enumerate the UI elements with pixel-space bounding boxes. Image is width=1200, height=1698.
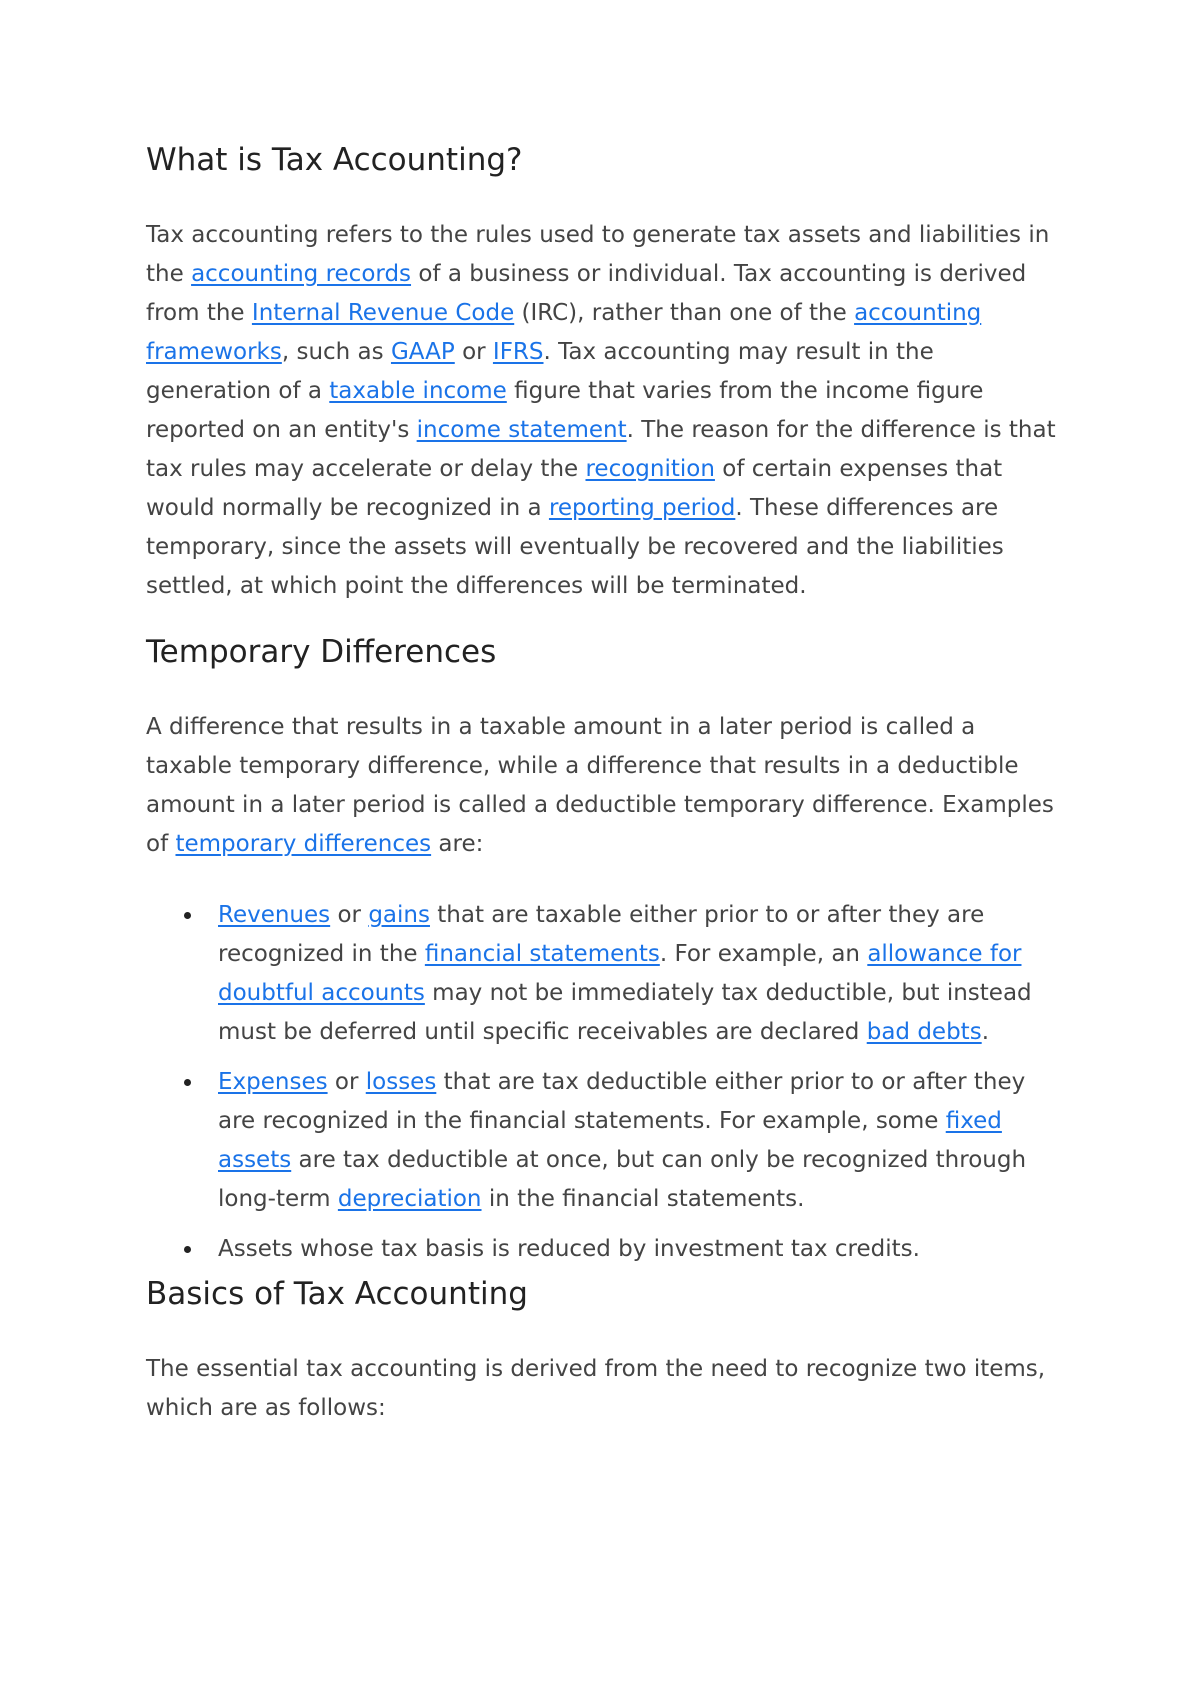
link-revenues[interactable]: Revenues xyxy=(218,902,331,928)
link-depreciation[interactable]: depreciation xyxy=(337,1186,482,1212)
text: may not be immediately tax deductible, but instead must be deferred until specific receivables are declared xyxy=(218,980,1032,1045)
bullet-icon xyxy=(184,1246,191,1253)
text: are: xyxy=(431,831,484,857)
link-gains[interactable]: gains xyxy=(368,902,430,928)
link-bad-debts[interactable]: bad debts xyxy=(866,1019,982,1045)
intro-paragraph xyxy=(146,216,1066,606)
text: or xyxy=(327,1069,366,1095)
text: . For example, an xyxy=(659,941,868,967)
text: in the financial statements. xyxy=(481,1186,805,1212)
link-reporting-period[interactable]: reporting period xyxy=(548,495,736,521)
text: Tax accounting refers to the rules used to generate tax assets and liabilities in the xyxy=(146,222,1050,287)
list-item-revenues xyxy=(218,896,1066,1052)
section-heading-basics-of-tax-accounting: Basics of Tax Accounting xyxy=(146,1276,528,1312)
section-heading-temporary-differences: Temporary Differences xyxy=(146,634,497,670)
text: (IRC), rather than one of the xyxy=(514,300,855,326)
text: . xyxy=(981,1019,989,1045)
examples-list xyxy=(146,896,1066,1269)
list-item-assets xyxy=(218,1230,1066,1269)
link-recognition[interactable]: recognition xyxy=(585,456,715,482)
text: of a business or individual. Tax accounting is derived from the xyxy=(146,261,1027,326)
text: or xyxy=(454,339,493,365)
text: . The reason for the difference is that tax rules may accelerate or delay the xyxy=(146,417,1056,482)
text: figure that varies from the income figure reported on an entity's xyxy=(146,378,984,443)
text: . Tax accounting may result in the generation of a xyxy=(146,339,934,404)
link-internal-revenue-code[interactable]: Internal Revenue Code xyxy=(251,300,515,326)
text: A difference that results in a taxable amount in a later period is called a taxable temporary difference, while a difference that results in a deductible amount in a later period is called a deductible temporary difference. Examples of xyxy=(146,714,1054,857)
text: of certain expenses that would normally be recognized in a xyxy=(146,456,1003,521)
text: Assets whose tax basis is reduced by investment tax credits. xyxy=(218,1236,920,1262)
link-taxable-income[interactable]: taxable income xyxy=(329,378,507,404)
text: that are tax deductible either prior to or after they are recognized in the financial statements. For example, some xyxy=(218,1069,1026,1134)
text: , such as xyxy=(281,339,391,365)
list-item-expenses xyxy=(218,1063,1066,1219)
link-losses[interactable]: losses xyxy=(365,1069,437,1095)
text: are tax deductible at once, but can only be recognized through long-term xyxy=(218,1147,1027,1212)
link-ifrs[interactable]: IFRS xyxy=(492,339,544,365)
text: . These differences are temporary, since the assets will eventually be recovered and the liabilities settled, at which point the differences will be terminated. xyxy=(146,495,1004,599)
link-income-statement[interactable]: income statement xyxy=(416,417,627,443)
link-allowance-for-doubtful-accounts[interactable]: allowance for doubtful accounts xyxy=(218,941,1022,1006)
link-expenses[interactable]: Expenses xyxy=(218,1069,328,1095)
link-financial-statements[interactable]: financial statements xyxy=(424,941,660,967)
bullet-icon xyxy=(184,912,191,919)
text: that are taxable either prior to or after they are recognized in the xyxy=(218,902,985,967)
text: or xyxy=(330,902,369,928)
basics-paragraph: The essential tax accounting is derived from the need to recognize two items, which are as follows: xyxy=(146,1356,1046,1421)
link-gaap[interactable]: GAAP xyxy=(390,339,455,365)
section-heading-what-is-tax-accounting: What is Tax Accounting? xyxy=(146,142,523,178)
bullet-icon xyxy=(184,1079,191,1086)
document-page xyxy=(146,140,1066,1428)
link-accounting-frameworks[interactable]: accounting frameworks xyxy=(146,300,982,365)
link-fixed-assets[interactable]: fixed assets xyxy=(218,1108,1002,1173)
link-accounting-records[interactable]: accounting records xyxy=(191,261,412,287)
link-temporary-differences[interactable]: temporary differences xyxy=(175,831,432,857)
temporary-differences-paragraph xyxy=(146,708,1066,864)
